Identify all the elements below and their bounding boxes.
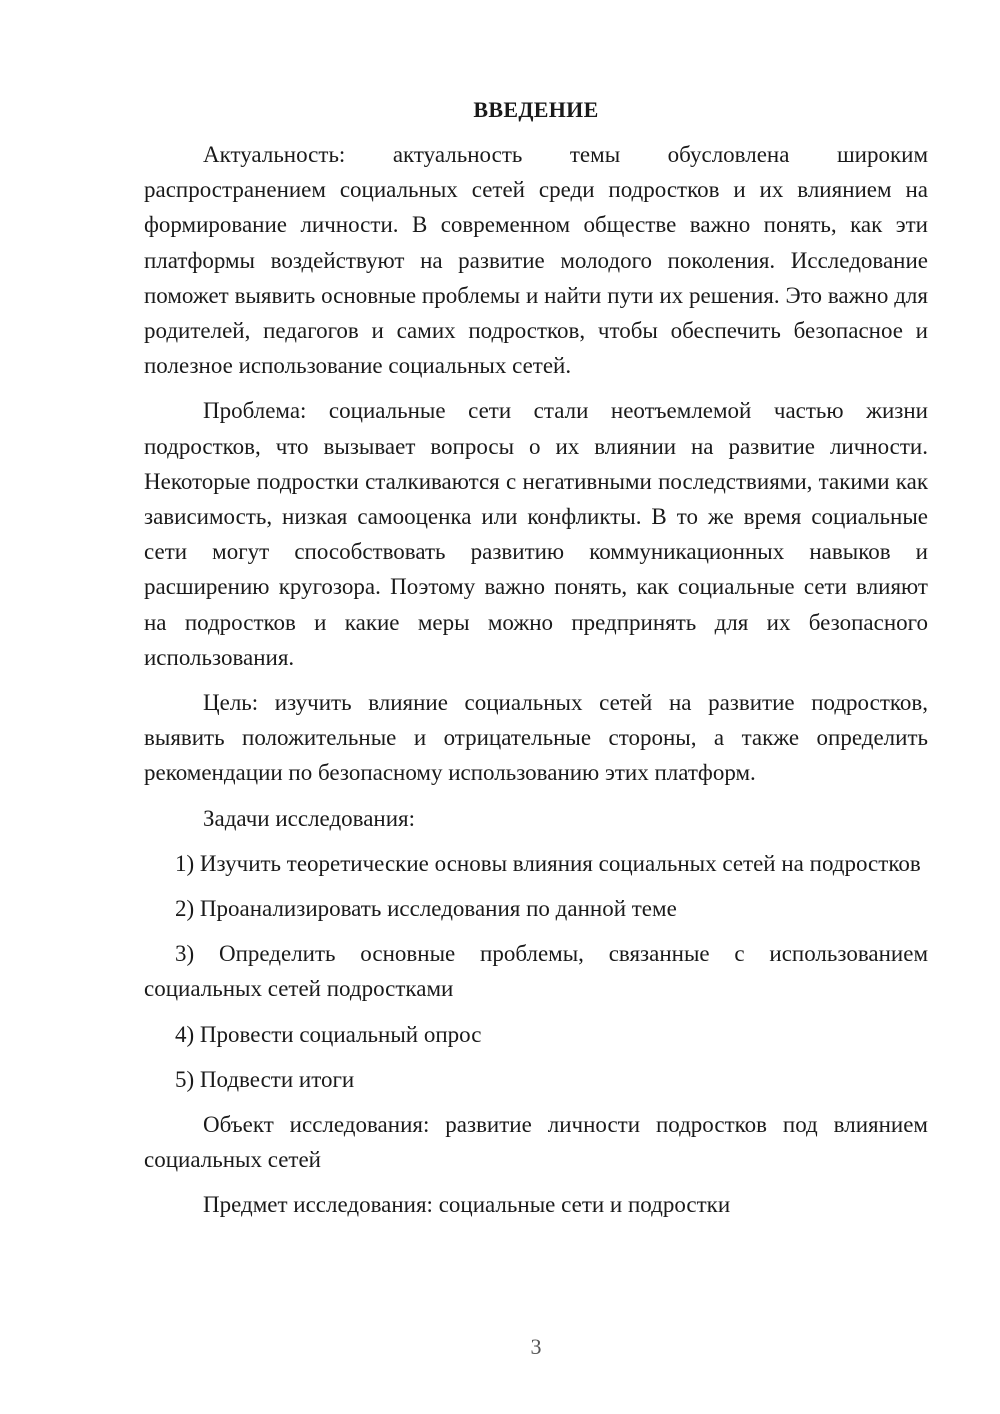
object-paragraph: Объект исследования: развитие личности подростков под влиянием социальных сетей	[144, 1112, 928, 1173]
section-title: ВВЕДЕНИЕ	[473, 97, 599, 122]
task-item: 2) Проанализировать исследования по данной теме	[175, 896, 677, 922]
tasks-heading: Задачи исследования:	[203, 805, 416, 831]
problem-paragraph: Проблема: социальные сети стали неотъемлемой частью жизни подростков, что вызывает вопросы о их влиянии на развитие личности. Некоторые подростки сталкиваются с негативными последствиями, такими как зависимость, низкая самооценка или конфликты. В то же время социальные сети могут способствовать развитию коммуникационных навыков и расширению кругозора. Поэтому важно понять, как социальные сети влияют на подростков и какие меры можно предпринять для их безопасного использования.	[144, 398, 928, 670]
goal-paragraph: Цель: изучить влияние социальных сетей на развитие подростков, выявить положительные и отрицательные стороны, а также определить рекомендации по безопасному использованию этих платформ.	[144, 690, 928, 786]
task-item: 4) Провести социальный опрос	[175, 1021, 482, 1047]
page-content	[144, 95, 928, 1233]
task-item: 5) Подвести итоги	[175, 1066, 355, 1092]
page-number: 3	[530, 1334, 542, 1359]
task-item: 1) Изучить теоретические основы влияния социальных сетей на подростков	[175, 850, 921, 876]
task-item: 3) Определить основные проблемы, связанные с использованием социальных сетей подростками	[144, 941, 928, 1002]
subject-paragraph: Предмет исследования: социальные сети и подростки	[203, 1192, 731, 1218]
relevance-paragraph: Актуальность: актуальность темы обусловлена широким распространением социальных сетей среди подростков и их влиянием на формирование личности. В современном обществе важно понять, как эти платформы воздействуют на развитие молодого поколения. Исследование поможет выявить основные проблемы и найти пути их решения. Это важно для родителей, педагогов и самих подростков, чтобы обеспечить безопасное и полезное использование социальных сетей.	[144, 142, 928, 379]
